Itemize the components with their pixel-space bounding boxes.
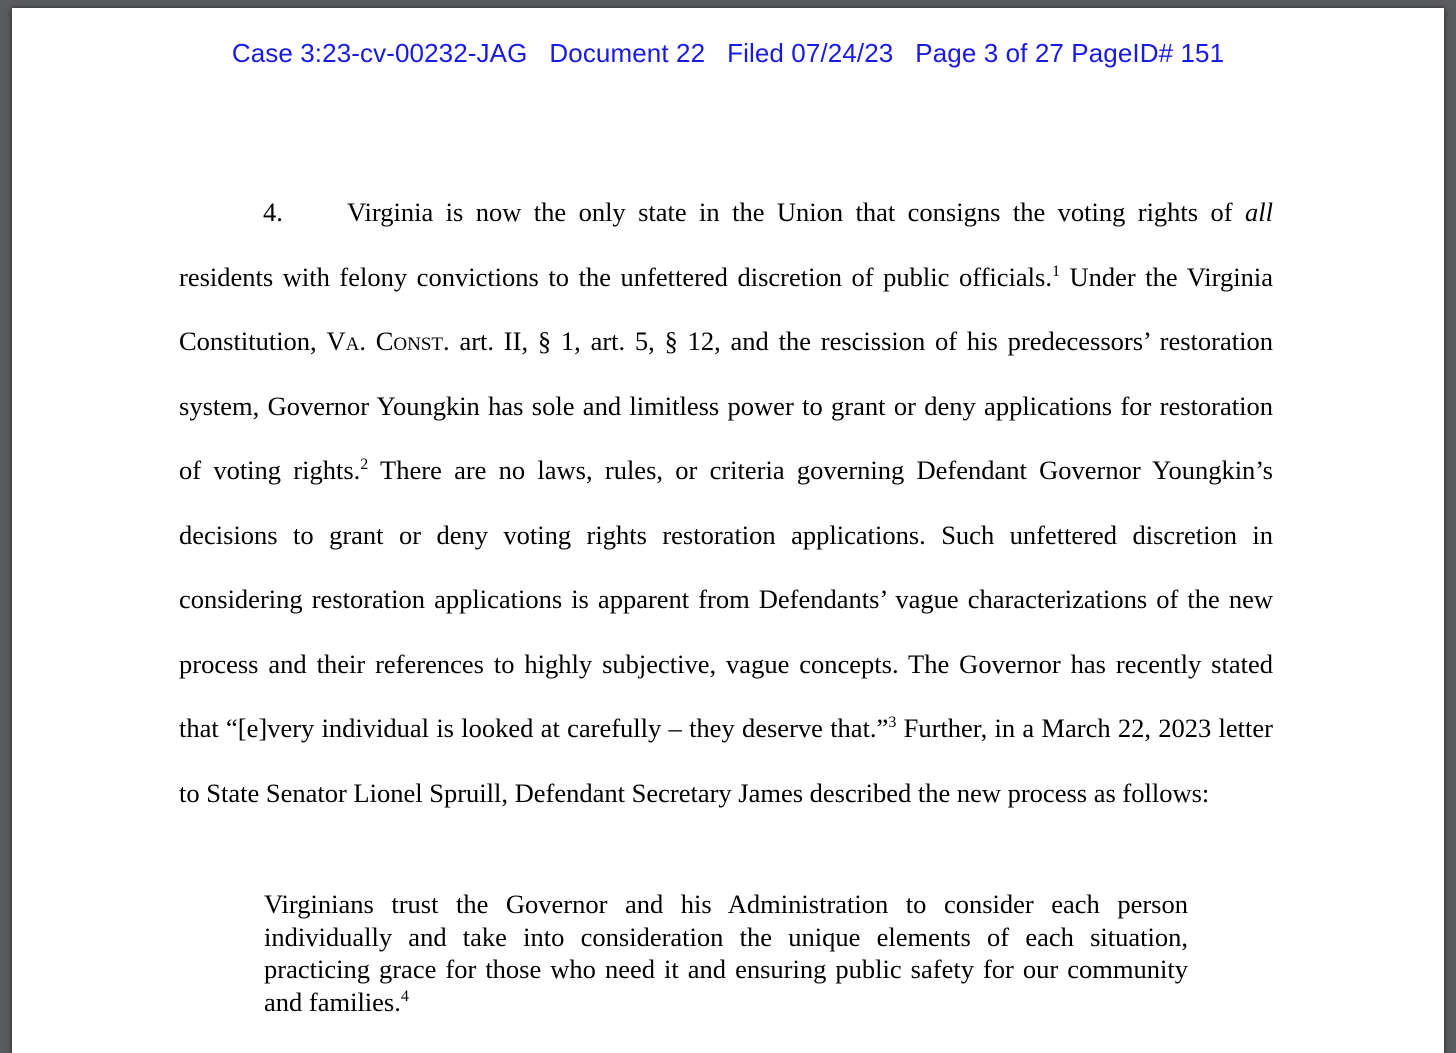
paragraph-text: art. II, § 1, art. 5, § 12, and the rescission of his predecessors’ restoration system, Governor Youngkin has sole and limitless power to grant or deny applications for restoration of voting rights. bbox=[179, 326, 1273, 485]
page-id: PageID# 151 bbox=[1071, 38, 1225, 68]
emphasis-all: all bbox=[1245, 197, 1273, 227]
block-quote bbox=[264, 888, 1188, 1018]
page-count: Page 3 of 27 bbox=[915, 38, 1064, 68]
constitution-citation: Va. Const. bbox=[326, 326, 450, 356]
paragraph-text: There are no laws, rules, or criteria governing Defendant Governor Youngkin’s decisions to grant or deny voting rights restoration applications. Such unfettered discretion in considering restoration applications is apparent from Defendants’ vague characterizations of the new process and their references to highly subjective, vague concepts. The Governor has recently stated that “[e]very individual is looked at carefully – they deserve that.” bbox=[179, 455, 1273, 743]
block-quote-paragraph bbox=[264, 888, 1188, 1018]
paragraph-text: Virginia is now the only state in the Union that consigns the voting rights of bbox=[347, 197, 1246, 227]
footnote-ref-2: 2 bbox=[360, 456, 369, 473]
paragraph-text: residents with felony convictions to the unfettered discretion of public officials. bbox=[179, 261, 1052, 292]
paragraph-4 bbox=[179, 180, 1273, 825]
document-number: Document 22 bbox=[549, 38, 706, 68]
footnote-ref-4: 4 bbox=[400, 987, 409, 1005]
paragraph-text: Further, in a March 22, 2023 letter to State Senator Lionel Spruill, Defendant Secretary James described the new process as follows: bbox=[179, 713, 1273, 808]
paragraph-number: 4. bbox=[263, 197, 283, 227]
footnote-ref-3: 3 bbox=[888, 714, 897, 731]
case-number: Case 3:23-cv-00232-JAG bbox=[231, 38, 528, 68]
footnote-ref-1: 1 bbox=[1051, 262, 1060, 280]
block-quote-text: Virginians trust the Governor and his Administration to consider each person individually and take into consideration the unique elements of each situation, practicing grace for those who need it and ensuring public safety for our community and families. bbox=[264, 889, 1188, 1017]
filed-date: Filed 07/24/23 bbox=[727, 38, 894, 68]
document-page bbox=[12, 8, 1444, 1053]
case-header bbox=[12, 38, 1444, 69]
body-text bbox=[179, 180, 1273, 825]
paragraph-text: Under the Virginia Constitution, bbox=[179, 261, 1273, 356]
